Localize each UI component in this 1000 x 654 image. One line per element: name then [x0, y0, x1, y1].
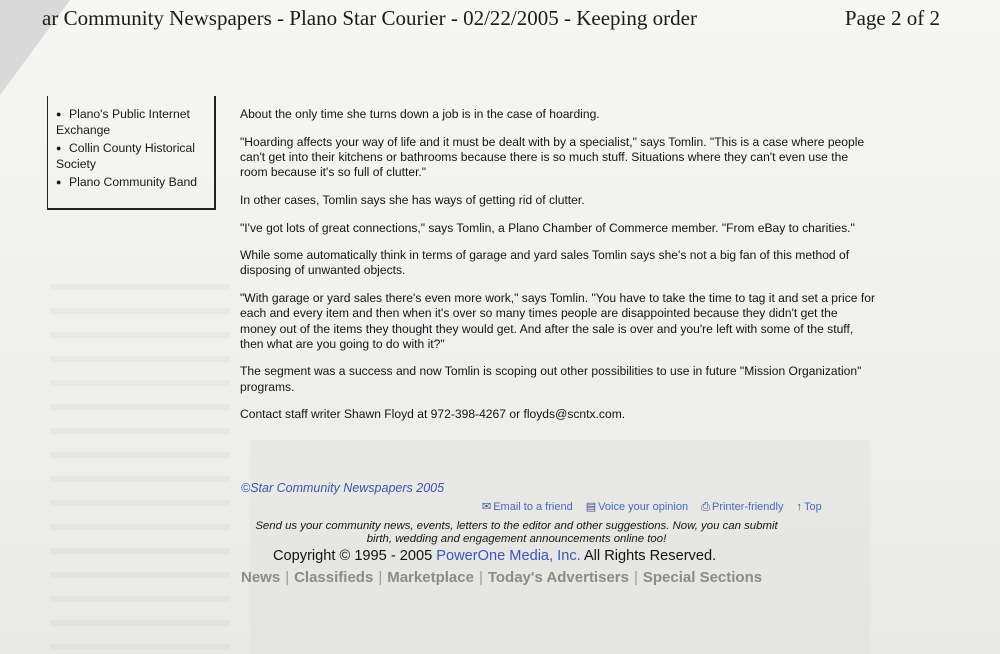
related-links-box	[47, 96, 216, 210]
nav-marketplace[interactable]: Marketplace	[387, 569, 474, 586]
article-paragraph: "With garage or yard sales there's even more work," says Tomlin. "You have to take the time to tag it and set a price for each and every item and then when it's over so many times people are disappointed because they didn't get the money out of the items they thought they would get. And after the sale is over and you're left with some of the stuff, then what are you going to do with it?"	[240, 291, 875, 351]
nav-todays-advertisers[interactable]: Today's Advertisers	[487, 569, 629, 586]
article-paragraph: "Hoarding affects your way of life and it must be dealt with by a specialist," says Tomlin. "This is a case where people can't get into their kitchens or bathrooms because there is so much stuff. Situations where they can't even use the room because it's so full of clutter."	[240, 134, 865, 180]
comment-icon: ▤	[585, 501, 597, 513]
printer-icon: ⎙	[701, 501, 710, 513]
article-paragraph: "I've got lots of great connections," says Tomlin, a Plano Chamber of Commerce member. "From eBay to charities."	[240, 220, 855, 235]
page-indicator: Page 2 of 2	[844, 6, 940, 30]
article-paragraph: About the only time she turns down a job is in the case of hoarding.	[240, 107, 600, 121]
nav-separator: |	[378, 569, 383, 586]
related-link[interactable]: ● Plano's Public Internet Exchange	[56, 107, 190, 137]
submit-note: Send us your community news, events, letters to the editor and other suggestions. Now, you can submit birth, wedding and engagement announcements online too!	[255, 520, 778, 545]
email-friend-link[interactable]: ✉ Email to a friend	[482, 501, 573, 513]
bleed-through-shadow-2	[250, 440, 870, 654]
nav-separator: |	[285, 569, 290, 586]
article-paragraph: While some automatically think in terms of garage and yard sales Tomlin says she's not a big fan of this method of disposing of unwanted objects.	[240, 248, 850, 278]
bullet-icon: ●	[56, 177, 62, 187]
nav-classifieds[interactable]: Classifieds	[294, 569, 374, 586]
contact-line: Contact staff writer Shawn Floyd at 972-398-4267 or floyds@scntx.com.	[240, 407, 626, 422]
printer-friendly-link[interactable]: ⎙ Printer-friendly	[701, 501, 784, 513]
bullet-icon: ●	[56, 109, 62, 119]
envelope-icon: ✉	[482, 501, 492, 513]
bullet-icon: ●	[56, 143, 62, 153]
related-link[interactable]: ● Plano Community Band	[56, 175, 198, 189]
top-link[interactable]: ↑ Top	[796, 501, 822, 513]
article-paragraph: In other cases, Tomlin says she has ways of getting rid of clutter.	[240, 192, 585, 207]
arrow-up-icon: ↑	[796, 501, 803, 513]
powerone-link[interactable]: PowerOne Media, Inc.	[436, 548, 581, 564]
nav-news[interactable]: News	[241, 569, 281, 586]
nav-separator: |	[633, 569, 638, 586]
page-title: ar Community Newspapers - Plano Star Courier - 02/22/2005 - Keeping order	[42, 6, 697, 30]
copyright-line	[273, 548, 716, 564]
article-paragraph: The segment was a success and now Tomlin is scoping out other possibilities to use in future "Mission Organization" programs.	[240, 364, 862, 394]
voice-opinion-link[interactable]: ▤ Voice your opinion	[585, 501, 689, 513]
nav-separator: |	[478, 569, 483, 586]
related-links-list	[48, 96, 214, 190]
related-link[interactable]: ● Collin County Historical Society	[56, 141, 195, 171]
copyright-prefix: Copyright © 1995 - 2005	[273, 548, 433, 564]
footer-nav	[241, 569, 762, 586]
article-body	[240, 107, 875, 435]
copyright-suffix: All Rights Reserved.	[583, 548, 717, 564]
bleed-through-shadow	[50, 270, 230, 650]
star-copyright: ©Star Community Newspapers 2005	[241, 481, 445, 495]
article-tools	[482, 500, 832, 514]
nav-special-sections[interactable]: Special Sections	[642, 569, 763, 586]
